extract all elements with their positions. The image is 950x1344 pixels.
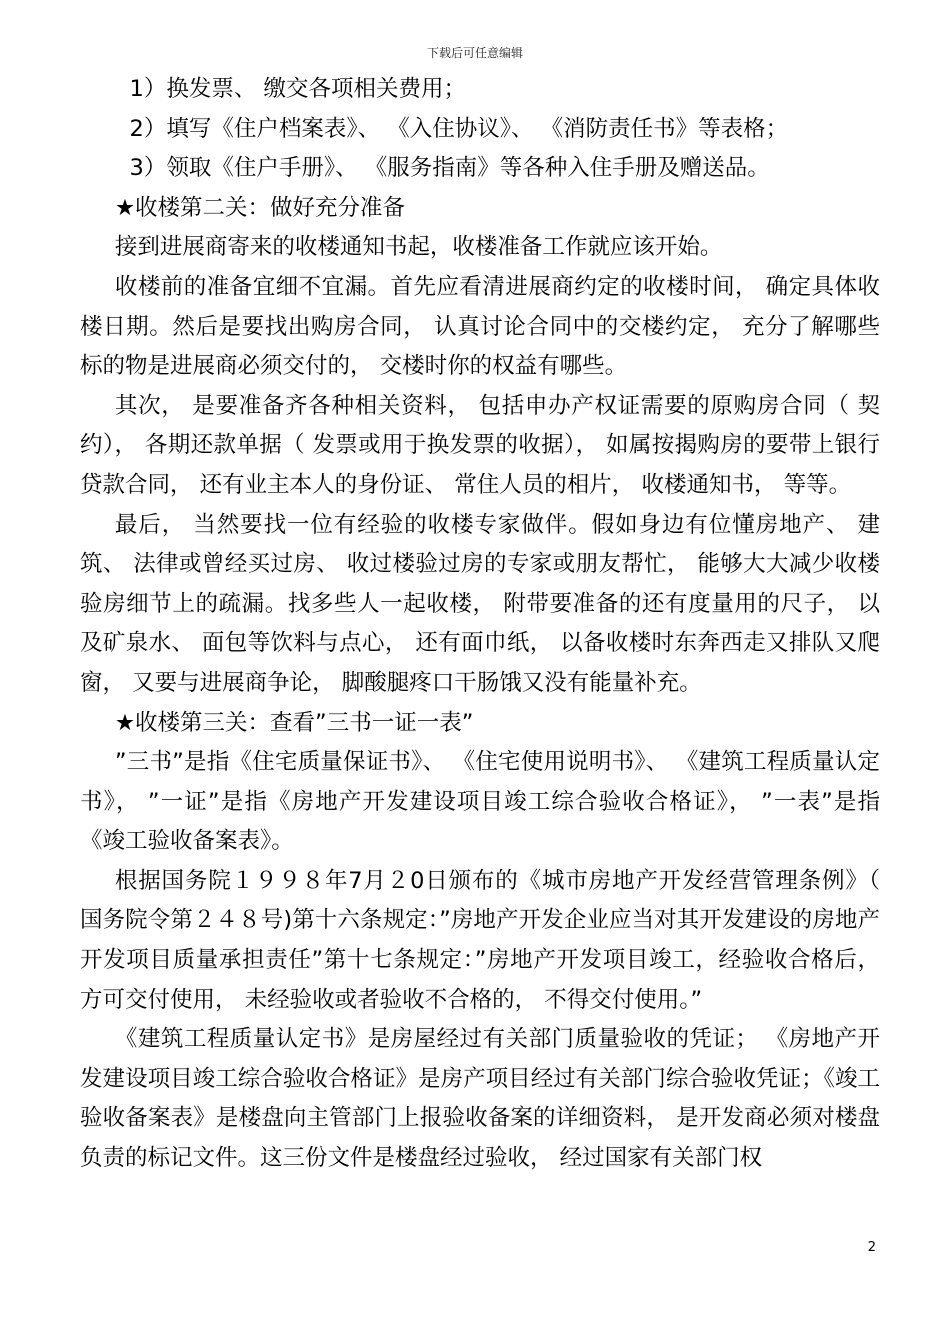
list-item-1: 1）换发票、 缴交各项相关费用； [129, 76, 466, 102]
document-body [80, 70, 880, 1179]
paragraph: 最后， 当然要找一位有经验的收楼专家做伴。假如身边有位懂房地产、 建筑、 法律或曾经买过房、 收过楼验过房的专家或朋友帮忙， 能够大大减少收楼验房细节上的疏漏。找多些人一起收楼， 附带要准备的还有度量用的尺子， 以及矿泉水、 面包等饮料与点心， 还有面巾纸， 以备收楼时东奔西走又排队又爬窗， 又要与进展商争论， 脚酸腿疼口干肠饿又没有能量补充。 [80, 511, 880, 696]
paragraph: ”三书”是指《住宅质量保证书》、 《住宅使用说明书》、 《建筑工程质量认定书》， ”一证”是指《房地产开发建设项目竣工综合验收合格证》， ”一表”是指《竣工验收备案表》。 [80, 749, 880, 855]
list-item-3: 3）领取《住户手册》、 《服务指南》等各种入住手册及赠送品。 [129, 155, 770, 182]
paragraph: 《建筑工程质量认定书》是房屋经过有关部门质量验收的凭证； 《房地产开发建设项目竣工综合验收合格证》是房产项目经过有关部门综合验收凭证；《竣工验收备案表》是楼盘向主管部门上报验收备案的详细资料， 是开发商必须对楼盘负责的标记文件。这三份文件是楼盘经过验收， 经过国家有关部门权 [80, 1026, 880, 1172]
page-header: 下载后可任意编辑 [426, 46, 523, 60]
page-number: 2 [867, 1240, 876, 1255]
section-heading-3: ★收楼第三关：查看”三书一证一表” [114, 709, 474, 736]
paragraph: 收楼前的准备宜细不宜漏。首先应看清进展商约定的收楼时间， 确定具体收楼日期。然后是要找出购房合同， 认真讨论合同中的交楼约定， 充分了解哪些标的物是进展商必须交付的， 交楼时你的权益有哪些。 [80, 273, 880, 380]
section-heading-2: ★收楼第二关：做好充分准备 [114, 194, 406, 221]
paragraph: 接到进展商寄来的收楼通知书起，收楼准备工作就应该开始。 [114, 234, 723, 261]
paragraph: 根据国务院１９９８年7月２0日颁布的《城市房地产开发经营管理条例》（ 国务院令第２４８号)第十六条规定：”房地产开发企业应当对其开发建设的房地产开发项目质量承担责任”第十七条规定：”房地产开发项目竣工，经验收合格后， 方可交付使用， 未经验收或者验收不合格的， 不得交付使用。” [80, 867, 880, 1013]
paragraph: 其次， 是要准备齐各种相关资料， 包括申办产权证需要的原购房合同（ 契约）， 各期还款单据（ 发票或用于换发票的收据）， 如属按揭购房的要带上银行贷款合同， 还有业主本人的身份证、 常住人员的相片， 收楼通知书， 等等。 [80, 392, 880, 498]
list-item-2: 2）填写《住户档案表》、 《入住协议》、 《消防责任书》等表格； [129, 115, 789, 142]
